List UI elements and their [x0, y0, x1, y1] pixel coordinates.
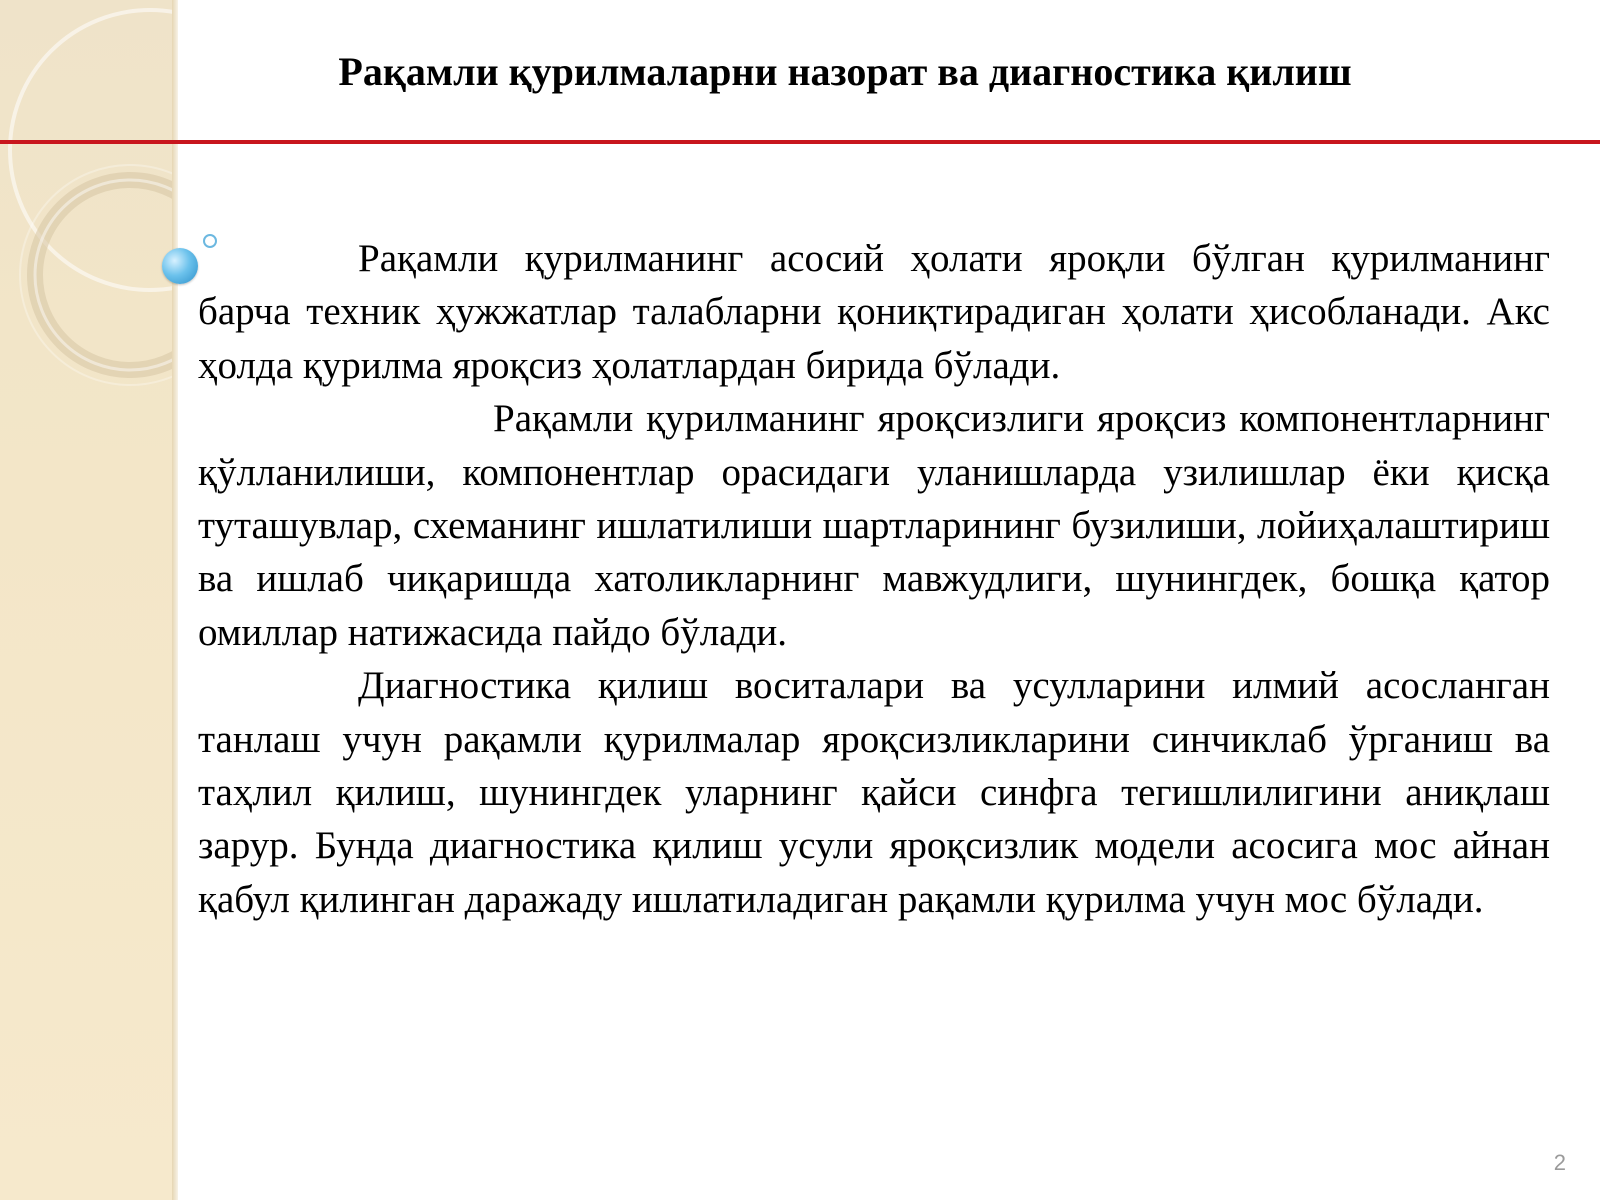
decorative-rings: [0, 0, 176, 420]
blue-sphere-bullet-icon: [162, 248, 198, 284]
side-band-edge: [172, 0, 178, 1200]
slide-body: [198, 232, 1550, 926]
slide-title: Рақамли қурилмаларни назорат ва диагностика қилиш: [338, 49, 1352, 94]
page-number: 2: [1553, 1150, 1566, 1175]
body-paragraph-3: Диагностика қилиш воситалари ва усулларини илмий асосланган танлаш учун рақамли қурилмалар яроқсизликларини синчиклаб ўрганиш ва таҳлил қилиш, шунингдек уларнинг қайси синфга тегишлилигини аниқлаш зарур. Бунда диагностика қилиш усули яроқсизлик модели асосига мос айнан қабул қилинган даражаду ишлатиладиган рақамли қурилма учун мос бўлади.: [198, 664, 1550, 921]
body-paragraph-2: Рақамли қурилманинг яроқсизлиги яроқсиз компонентларнинг қўлланилиши, компонентлар орасидаги уланишларда узилишлар ёки қисқа туташувлар, схеманинг ишлатилиши шартларининг бузилиши, лойиҳалаштириш ва ишлаб чиқаришда хатоликларнинг мавжудлиги, шунингдек, бошқа қатор омиллар натижасида пайдо бўлади.: [198, 397, 1550, 654]
body-paragraph-1: Рақамли қурилманинг асосий ҳолати яроқли бўлган қурилманинг барча техник ҳужжатлар талабларни қониқтирадиган ҳолати ҳисобланади. Акс ҳолда қурилма яроқсиз ҳолатлардан бирида бўлади.: [198, 237, 1550, 387]
decorative-side-band: [0, 0, 176, 1200]
title-divider: [0, 140, 1600, 144]
